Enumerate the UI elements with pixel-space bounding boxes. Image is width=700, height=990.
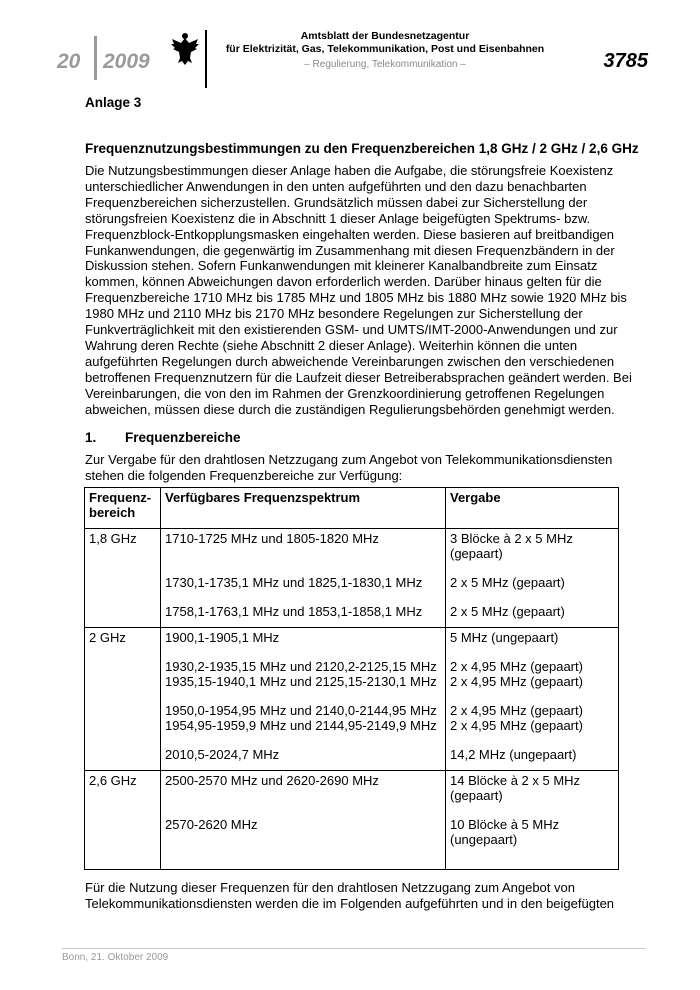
spectrum-entry: 1900,1-1905,1 MHz (165, 630, 280, 645)
spectrum-entry: 2010,5-2024,7 MHz (165, 747, 280, 762)
gazette-subtitle: für Elektrizität, Gas, Telekommunikation, Post und Eisenbahnen (225, 43, 545, 55)
spectrum-entry: 1954,95-1959,9 MHz und 2144,95-2149,9 MHz (165, 718, 437, 733)
spectrum-entry: 1758,1-1763,1 MHz und 1853,1-1858,1 MHz (165, 604, 423, 619)
award-cell (446, 771, 619, 870)
band-cell: 2,6 GHz (85, 771, 161, 870)
award-entry: 2 x 4,95 MHz (gepaart) (450, 659, 583, 674)
spectrum-cell (161, 529, 446, 628)
award-entry: 5 MHz (ungepaart) (450, 630, 559, 645)
issue-number: 20 (57, 50, 81, 73)
band-cell: 2 GHz (85, 628, 161, 771)
section-number: 1. (85, 430, 97, 445)
spectrum-entry: 2570-2620 MHz (165, 817, 258, 832)
award-cell (446, 628, 619, 771)
footer-divider (62, 948, 646, 949)
spectrum-cell (161, 771, 446, 870)
award-entry: 2 x 4,95 MHz (gepaart) (450, 703, 583, 718)
section-title: Frequenzbereiche (125, 430, 241, 445)
table-header-row (85, 488, 619, 529)
award-entry: 2 x 4,95 MHz (gepaart) (450, 674, 583, 689)
spectrum-entry: 1930,2-1935,15 MHz und 2120,2-2125,15 MHz (165, 659, 437, 674)
section-heading (85, 430, 241, 445)
award-entry: 3 Blöcke à 2 x 5 MHz (gepaart) (450, 531, 573, 561)
table-row (85, 628, 619, 771)
spectrum-entry: 2500-2570 MHz und 2620-2690 MHz (165, 773, 379, 788)
gazette-section: – Regulierung, Telekommunikation – (304, 59, 466, 70)
award-entry: 14,2 MHz (ungepaart) (450, 747, 577, 762)
intro-paragraph: Die Nutzungsbestimmungen dieser Anlage haben die Aufgabe, die störungsfreie Koexistenz unterschiedlicher Anwendungen in den unten aufgeführten und den dazu benachbarten Frequenzbereichen sicherzustellen. Grundsätzlich müssen dabei zur Sicherstellung der störungsfreien Koexistenz die in Abschnitt 1 dieser Anlage beigefügten Spektrums- bzw. Frequenzblock-Entkopplungsmasken eingehalten werden. Diese basieren auf breitbandigen Funkanwendungen, die gegenwärtig im Zusammenhang mit diesen Frequenzbändern in der Diskussion stehen. Sofern Funkanwendungen mit kleinerer Kanalbandbreite zum Einsatz kommen, können Abweichungen davon erforderlich werden. Darüber hinaus gelten für die Frequenzbereiche 1710 MHz bis 1785 MHz und 1805 MHz bis 1880 MHz sowie 1920 MHz bis 1980 MHz und 2110 MHz bis 2170 MHz besondere Regelungen zur Sicherstellung der Funkverträglichkeit mit den existierenden GSM- und UMTS/IMT-2000-Anwendungen und zur Wahrung deren Rechte (siehe Abschnitt 2 dieser Anlage). Weiterhin können die unten aufgeführten Regelungen durch abweichende Vereinbarungen zwischen den verschiedenen betroffenen Frequenznutzern für die Laufzeit dieser Betreiberabsprachen geändert werden. Bei Vereinbarungen, die von den im Rahmen der Grenzkoordinierung getroffenen Regelungen abweichen, müssen diese durch die zuständigen Regulierungsbehörden genehmigt werden. (85, 163, 632, 417)
header-band: Frequenz- bereich (85, 488, 161, 529)
section-intro: Zur Vergabe für den drahtlosen Netzzugang zum Angebot von Telekommunikationsdiensten stehen die folgenden Frequenzbereiche zur Verfügung: (85, 452, 613, 483)
issue-year: 2009 (103, 50, 150, 73)
award-entry: 2 x 4,95 MHz (gepaart) (450, 718, 583, 733)
award-entry: 10 Blöcke à 5 MHz (ungepaart) (450, 817, 560, 847)
header-spectrum: Verfügbares Frequenzspektrum (161, 488, 446, 529)
closing-paragraph: Für die Nutzung dieser Frequenzen für den drahtlosen Netzzugang zum Angebot von Telekommunikationsdiensten werden die im Folgenden aufgeführten und in den beigefügten (85, 880, 615, 911)
header-divider (205, 30, 207, 88)
band-cell: 1,8 GHz (85, 529, 161, 628)
award-entry: 14 Blöcke à 2 x 5 MHz (gepaart) (450, 773, 581, 803)
document-title: Frequenznutzungsbestimmungen zu den Frequenzbereichen 1,8 GHz / 2 GHz / 2,6 GHz (85, 141, 639, 156)
spectrum-entry: 1950,0-1954,95 MHz und 2140,0-2144,95 MHz (165, 703, 437, 718)
spectrum-entry: 1730,1-1735,1 MHz und 1825,1-1830,1 MHz (165, 575, 423, 590)
footer-date: Bonn, 21. Oktober 2009 (62, 952, 169, 963)
spectrum-cell (161, 628, 446, 771)
spectrum-entry: 1710-1725 MHz und 1805-1820 MHz (165, 531, 379, 546)
frequency-table (84, 487, 619, 870)
federal-eagle-icon (170, 30, 200, 66)
award-entry: 2 x 5 MHz (gepaart) (450, 604, 565, 619)
gazette-title: Amtsblatt der Bundesnetzagentur (300, 30, 470, 42)
annex-heading: Anlage 3 (85, 95, 142, 110)
table-row (85, 529, 619, 628)
header-award: Vergabe (446, 488, 619, 529)
page-number: 3785 (603, 50, 648, 72)
award-cell (446, 529, 619, 628)
award-entry: 2 x 5 MHz (gepaart) (450, 575, 565, 590)
table-row (85, 771, 619, 870)
issue-divider (94, 36, 97, 80)
spectrum-entry: 1935,15-1940,1 MHz und 2125,15-2130,1 MHz (165, 674, 437, 689)
